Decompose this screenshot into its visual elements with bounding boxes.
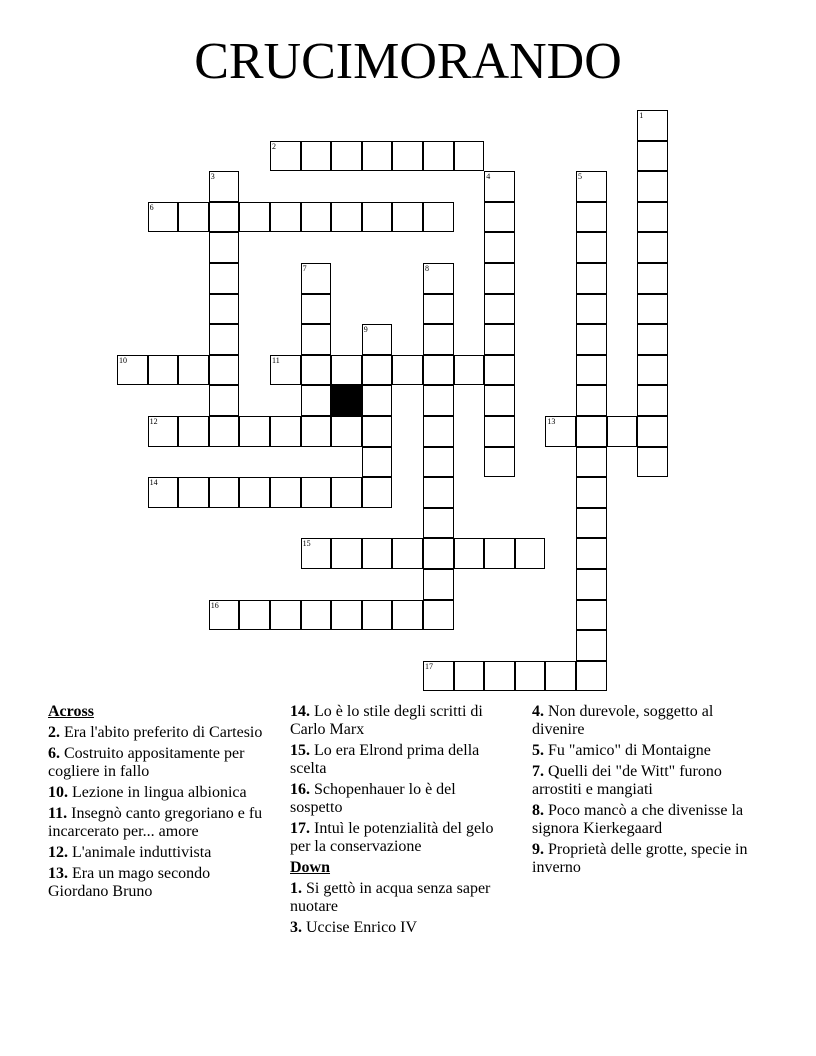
crossword-cell[interactable] [239, 202, 270, 233]
crossword-cell[interactable] [484, 661, 515, 692]
clue-number: 14. [290, 703, 310, 720]
crossword-cell[interactable] [331, 477, 362, 508]
down-clue [532, 763, 750, 799]
crossword-cell[interactable] [637, 355, 668, 386]
crossword-cell[interactable] [423, 508, 454, 539]
crossword-cell[interactable] [454, 355, 485, 386]
crossword-cell[interactable] [576, 508, 607, 539]
crossword-cell[interactable] [239, 477, 270, 508]
crossword-cell[interactable] [392, 141, 423, 172]
crossword-cell[interactable] [209, 477, 240, 508]
crossword-cell[interactable] [209, 171, 240, 202]
crossword-cell[interactable] [362, 324, 393, 355]
crossword-cell[interactable] [484, 324, 515, 355]
crossword-cell[interactable] [576, 569, 607, 600]
across-clue [48, 784, 266, 802]
crossword-cell[interactable] [270, 355, 301, 386]
across-clue [48, 724, 266, 742]
crossword-cell[interactable] [209, 355, 240, 386]
clue-number: 17 [425, 661, 433, 671]
crossword-cell[interactable] [576, 355, 607, 386]
clue-number: 11 [272, 355, 280, 365]
clue-text: Uccise Enrico IV [306, 919, 418, 936]
crossword-cell[interactable] [209, 202, 240, 233]
crossword-cell[interactable] [576, 661, 607, 692]
crossword-cell[interactable] [423, 385, 454, 416]
clue-number: 9. [532, 841, 544, 858]
across-clue [48, 844, 266, 862]
crossword-cell[interactable] [331, 202, 362, 233]
crossword-cell[interactable] [423, 141, 454, 172]
across-clue [290, 703, 508, 739]
crossword-cell[interactable] [178, 202, 209, 233]
crossword-cell[interactable] [331, 416, 362, 447]
crossword-cell[interactable] [576, 630, 607, 661]
puzzle-title: CRUCIMORANDO [194, 33, 622, 90]
clue-number: 15. [290, 742, 310, 759]
clue-number: 12 [149, 417, 158, 426]
crossword-cell[interactable] [301, 477, 332, 508]
down-clue [290, 880, 508, 916]
clue-number: 12. [48, 844, 68, 861]
crossword-cell[interactable] [637, 141, 668, 172]
crossword-cell[interactable] [362, 416, 393, 447]
clue-number: 10. [48, 784, 68, 801]
crossword-cell[interactable] [209, 416, 240, 447]
clue-number: 16. [290, 781, 310, 798]
crossword-cell[interactable] [576, 324, 607, 355]
clue-text: Costruito appositamente per cogliere in fallo [48, 745, 245, 780]
down-clue [532, 802, 750, 838]
crossword-cell[interactable] [484, 263, 515, 294]
clue-number: 6. [48, 745, 60, 762]
clue-number: 13. [48, 865, 68, 882]
clue-number: 3 [210, 172, 215, 182]
clue-number: 13 [547, 417, 556, 426]
clue-number: 4 [486, 172, 491, 182]
clue-number: 3. [290, 919, 302, 936]
across-clue [48, 805, 266, 841]
down-clue [532, 703, 750, 739]
clue-number: 16 [210, 600, 219, 610]
clue-number: 14 [149, 478, 158, 488]
crossword-cell[interactable] [178, 477, 209, 508]
crossword-cell[interactable] [209, 324, 240, 355]
crossword-cell[interactable] [484, 447, 515, 478]
crossword-cell[interactable] [515, 661, 546, 692]
crossword-cell[interactable] [576, 232, 607, 263]
crossword-cell[interactable] [576, 294, 607, 325]
clue-text: Quelli dei "de Witt" furono arrostiti e mangiati [532, 763, 722, 798]
crossword-cell[interactable] [270, 141, 301, 172]
crossword-cell[interactable] [454, 141, 485, 172]
clue-text: Proprietà delle grotte, specie in inverno [532, 841, 748, 876]
crossword-cell[interactable] [423, 447, 454, 478]
crossword-cell[interactable] [423, 661, 454, 692]
crossword-cell[interactable] [331, 538, 362, 569]
clue-number: 4. [532, 703, 544, 720]
black-cell [331, 385, 362, 416]
crossword-cell[interactable] [148, 355, 179, 386]
crossword-cell[interactable] [576, 171, 607, 202]
crossword-cell[interactable] [301, 355, 332, 386]
crossword-cell[interactable] [484, 416, 515, 447]
crossword-cell[interactable] [148, 416, 179, 447]
clue-text: Lo era Elrond prima della scelta [290, 742, 480, 777]
clue-number: 7 [302, 264, 307, 273]
down-clue [532, 742, 750, 760]
crossword-cell[interactable] [576, 385, 607, 416]
crossword-cell[interactable] [637, 232, 668, 263]
clue-number: 6 [149, 202, 154, 212]
crossword-cell[interactable] [209, 232, 240, 263]
crossword-cell[interactable] [423, 600, 454, 631]
crossword-cell[interactable] [392, 202, 423, 233]
down-clue [532, 841, 750, 877]
clues-column-3 [532, 703, 750, 880]
across-heading: Across [48, 703, 94, 720]
crossword-cell[interactable] [178, 416, 209, 447]
clue-number: 5 [578, 172, 582, 182]
crossword-cell[interactable] [331, 141, 362, 172]
crossword-cell[interactable] [515, 538, 546, 569]
clue-text: Schopenhauer lo è del sospetto [290, 781, 456, 816]
crossword-cell[interactable] [423, 416, 454, 447]
crossword-cell[interactable] [301, 538, 332, 569]
crossword-cell[interactable] [637, 324, 668, 355]
crossword-cell[interactable] [637, 447, 668, 478]
crossword-cell[interactable] [301, 141, 332, 172]
crossword-cell[interactable] [545, 661, 576, 692]
crossword-cell[interactable] [148, 202, 179, 233]
crossword-cell[interactable] [362, 355, 393, 386]
crossword-cell[interactable] [637, 263, 668, 294]
across-clue [290, 742, 508, 778]
crossword-cell[interactable] [148, 477, 179, 508]
crossword-cell[interactable] [423, 355, 454, 386]
down-clue [290, 919, 508, 937]
crossword-cell[interactable] [423, 202, 454, 233]
across-clue [290, 781, 508, 817]
crossword-cell[interactable] [301, 324, 332, 355]
clue-number: 15 [302, 539, 311, 549]
crossword-cell[interactable] [637, 385, 668, 416]
clues-column-1 [48, 703, 266, 904]
crossword-cell[interactable] [239, 600, 270, 631]
crossword-cell[interactable] [454, 661, 485, 692]
crossword-cell[interactable] [576, 263, 607, 294]
crossword-cell[interactable] [209, 294, 240, 325]
crossword-cell[interactable] [331, 600, 362, 631]
crossword-cell[interactable] [423, 294, 454, 325]
across-clue [48, 865, 266, 901]
crossword-cell[interactable] [209, 385, 240, 416]
down-heading: Down [290, 859, 331, 876]
clue-number: 9 [363, 325, 368, 335]
crossword-cell[interactable] [607, 416, 638, 447]
clue-number: 1. [290, 880, 302, 897]
crossword-cell[interactable] [301, 202, 332, 233]
clue-text: L'animale induttivista [72, 844, 212, 861]
clue-number: 5. [532, 742, 544, 759]
crossword-cell[interactable] [576, 538, 607, 569]
crossword-cell[interactable] [270, 477, 301, 508]
crossword-cell[interactable] [484, 294, 515, 325]
crossword-cell[interactable] [484, 202, 515, 233]
crossword-cell[interactable] [637, 110, 668, 141]
crossword-cell[interactable] [637, 202, 668, 233]
clue-text: Era l'abito preferito di Cartesio [64, 724, 263, 741]
across-clue [290, 820, 508, 856]
clues-column-2 [290, 703, 508, 940]
crossword-cell[interactable] [362, 202, 393, 233]
crossword-cell[interactable] [576, 477, 607, 508]
clue-number: 8 [425, 264, 429, 273]
crossword-cell[interactable] [301, 294, 332, 325]
clue-text: Si gettò in acqua senza saper nuotare [290, 880, 491, 915]
clue-number: 11. [48, 805, 68, 822]
clue-text: Lezione in lingua albionica [72, 784, 247, 801]
crossword-cell[interactable] [270, 416, 301, 447]
crossword-cell[interactable] [423, 538, 454, 569]
crossword-cell[interactable] [209, 263, 240, 294]
clue-text: Intuì le potenzialità del gelo per la conservazione [290, 820, 494, 855]
crossword-cell[interactable] [362, 538, 393, 569]
crossword-cell[interactable] [301, 600, 332, 631]
crossword-cell[interactable] [484, 355, 515, 386]
clue-text: Fu "amico" di Montaigne [548, 742, 711, 759]
crossword-cell[interactable] [209, 600, 240, 631]
crossword-cell[interactable] [301, 416, 332, 447]
crossword-cell[interactable] [454, 538, 485, 569]
crossword-cell[interactable] [301, 263, 332, 294]
crossword-cell[interactable] [270, 600, 301, 631]
crossword-cell[interactable] [576, 600, 607, 631]
clue-number: 17. [290, 820, 310, 837]
clue-number: 7. [532, 763, 544, 780]
crossword-cell[interactable] [576, 416, 607, 447]
clue-number: 2 [272, 141, 276, 151]
across-clue [48, 745, 266, 781]
crossword-cell[interactable] [484, 385, 515, 416]
crossword-cell[interactable] [362, 600, 393, 631]
crossword-cell[interactable] [362, 447, 393, 478]
crossword-cell[interactable] [362, 141, 393, 172]
crossword-cell[interactable] [423, 324, 454, 355]
crossword-cell[interactable] [362, 385, 393, 416]
crossword-cell[interactable] [392, 538, 423, 569]
crossword-cell[interactable] [362, 477, 393, 508]
clue-text: Poco mancò a che divenisse la signora Kierkegaard [532, 802, 744, 837]
clue-text: Insegnò canto gregoriano e fu incarcerato per... amore [48, 805, 263, 840]
crossword-cell[interactable] [423, 569, 454, 600]
crossword-cell[interactable] [270, 202, 301, 233]
crossword-cell[interactable] [576, 202, 607, 233]
crossword-cell[interactable] [117, 355, 148, 386]
crossword-cell[interactable] [637, 171, 668, 202]
clue-number: 2. [48, 724, 60, 741]
crossword-cell[interactable] [331, 355, 362, 386]
clue-text: Non durevole, soggetto al divenire [532, 703, 714, 738]
clue-number: 10 [119, 355, 127, 365]
crossword-cell[interactable] [637, 294, 668, 325]
crossword-cell[interactable] [637, 416, 668, 447]
crossword-cell[interactable] [484, 171, 515, 202]
crossword-cell[interactable] [484, 232, 515, 263]
crossword-cell[interactable] [239, 416, 270, 447]
crossword-cell[interactable] [484, 538, 515, 569]
crossword-cell[interactable] [392, 600, 423, 631]
clue-text: Era un mago secondo Giordano Bruno [48, 865, 211, 900]
clue-number: 8. [532, 802, 544, 819]
crossword-cell[interactable] [301, 385, 332, 416]
crossword-cell[interactable] [576, 447, 607, 478]
crossword-cell[interactable] [178, 355, 209, 386]
crossword-cell[interactable] [423, 477, 454, 508]
clue-number: 1 [639, 111, 644, 120]
clue-text: Lo è lo stile degli scritti di Carlo Marx [290, 703, 483, 738]
crossword-cell[interactable] [423, 263, 454, 294]
crossword-cell[interactable] [392, 355, 423, 386]
crossword-cell[interactable] [545, 416, 576, 447]
